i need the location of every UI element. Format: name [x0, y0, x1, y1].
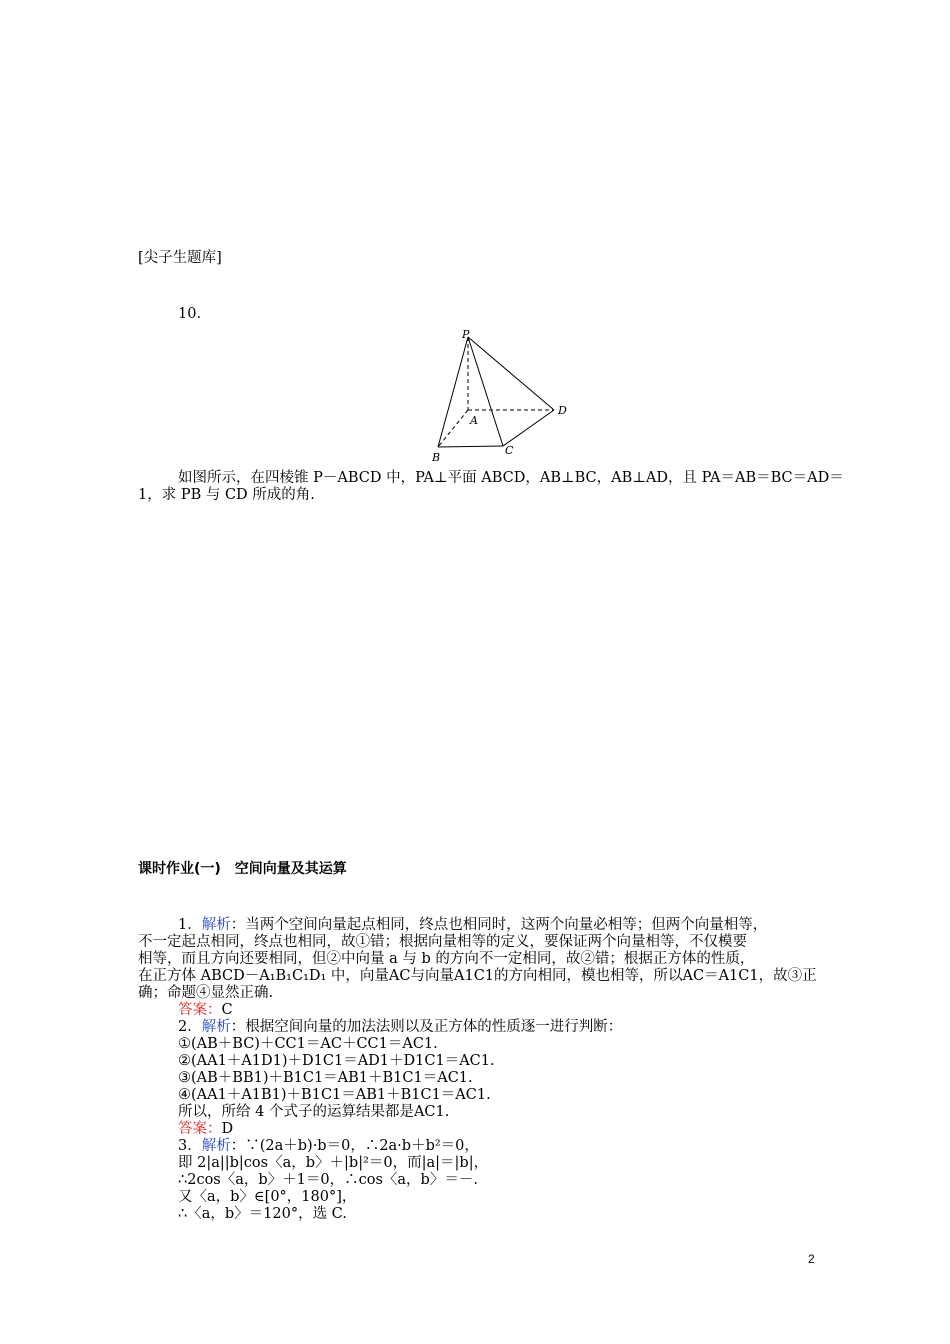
label-D: D [558, 404, 567, 417]
q1-line-2: 不一定起点相同，终点也相同，故①错；根据向量相等的定义，要保证两个向量相等，不仅模要 [138, 934, 747, 950]
q1-text-1: ：当两个空间向量起点相同，终点也相同时，这两个向量必相等；但两个向量相等， [230, 917, 768, 933]
label-C: C [505, 444, 514, 457]
q1-number: 1． [178, 917, 202, 933]
q2-text-1: ：根据空间向量的加法法则以及正方体的性质逐一进行判断： [230, 1019, 623, 1035]
q1-analysis-tag: 解析 [201, 917, 231, 933]
q2-answer [178, 1121, 233, 1138]
label-A: A [470, 414, 478, 427]
q1-answer-tag: 答案： [178, 1002, 222, 1018]
q3-line-1 [178, 1138, 479, 1155]
q3-line-2: 即 2|a||b|cos〈a，b〉＋|b|²＝0，而|a|＝|b|， [178, 1155, 489, 1171]
problem-number: 10. [178, 306, 202, 322]
label-B: B [432, 451, 441, 464]
q1-line-4: 在正方体 ABCD－A₁B₁C₁D₁ 中，向量AC与向量A1C1的方向相同，模也相等，所以AC＝A1C1，故③正 [138, 968, 817, 984]
q2-line-1 [178, 1019, 622, 1036]
q2-analysis-tag: 解析 [201, 1019, 231, 1035]
problem-text-line-1: 如图所示，在四棱锥 P－ABCD 中，PA⊥平面 ABCD，AB⊥BC，AB⊥AD，且 PA＝AB＝BC＝AD＝ [178, 470, 844, 486]
section-label: [尖子生题库] [138, 250, 222, 266]
label-P: P [462, 328, 470, 341]
q3-text-1: ：∵(2a＋b)·b＝0，∴2a·b＋b²＝0， [230, 1138, 479, 1154]
q2-answer-value: D [221, 1121, 234, 1137]
q1-line-3: 相等，而且方向还要相同，但②中向量 a 与 b 的方向不一定相同，故②错；根据正方体的性质， [138, 951, 755, 967]
problem-text-line-2: 1，求 PB 与 CD 所成的角. [138, 487, 315, 503]
q3-analysis-tag: 解析 [201, 1138, 231, 1154]
q3-line-5: ∴〈a，b〉＝120°，选 C. [178, 1206, 347, 1222]
q1-line-1 [178, 917, 767, 934]
q3-line-4: 又〈a，b〉∈[0°，180°]， [178, 1189, 357, 1205]
page-number: 2 [808, 1252, 815, 1266]
q2-line-6: 所以，所给 4 个式子的运算结果都是AC1. [178, 1104, 450, 1120]
q2-line-4: ③(AB＋BB1)＋B1C1＝AB1＋B1C1＝AC1. [178, 1070, 473, 1086]
q1-answer [178, 1002, 233, 1019]
q1-line-5: 确；命题④显然正确. [138, 985, 274, 1001]
q2-answer-tag: 答案： [178, 1121, 222, 1137]
q2-line-5: ④(AA1＋A1B1)＋B1C1＝AB1＋B1C1＝AC1. [178, 1087, 491, 1103]
q1-answer-value: C [221, 1002, 233, 1018]
q2-number: 2． [178, 1019, 202, 1035]
q3-number: 3． [178, 1138, 202, 1154]
homework-title: 课时作业(一) 空间向量及其运算 [138, 861, 347, 877]
q3-line-3: ∴2cos〈a，b〉＋1＝0，∴cos〈a，b〉＝－. [178, 1172, 478, 1188]
q2-line-2: ①(AB＋BC)＋CC1＝AC＋CC1＝AC1. [178, 1036, 438, 1052]
q2-line-3: ②(AA1＋A1D1)＋D1C1＝AD1＋D1C1＝AC1. [178, 1053, 495, 1069]
pyramid-figure [428, 326, 588, 466]
